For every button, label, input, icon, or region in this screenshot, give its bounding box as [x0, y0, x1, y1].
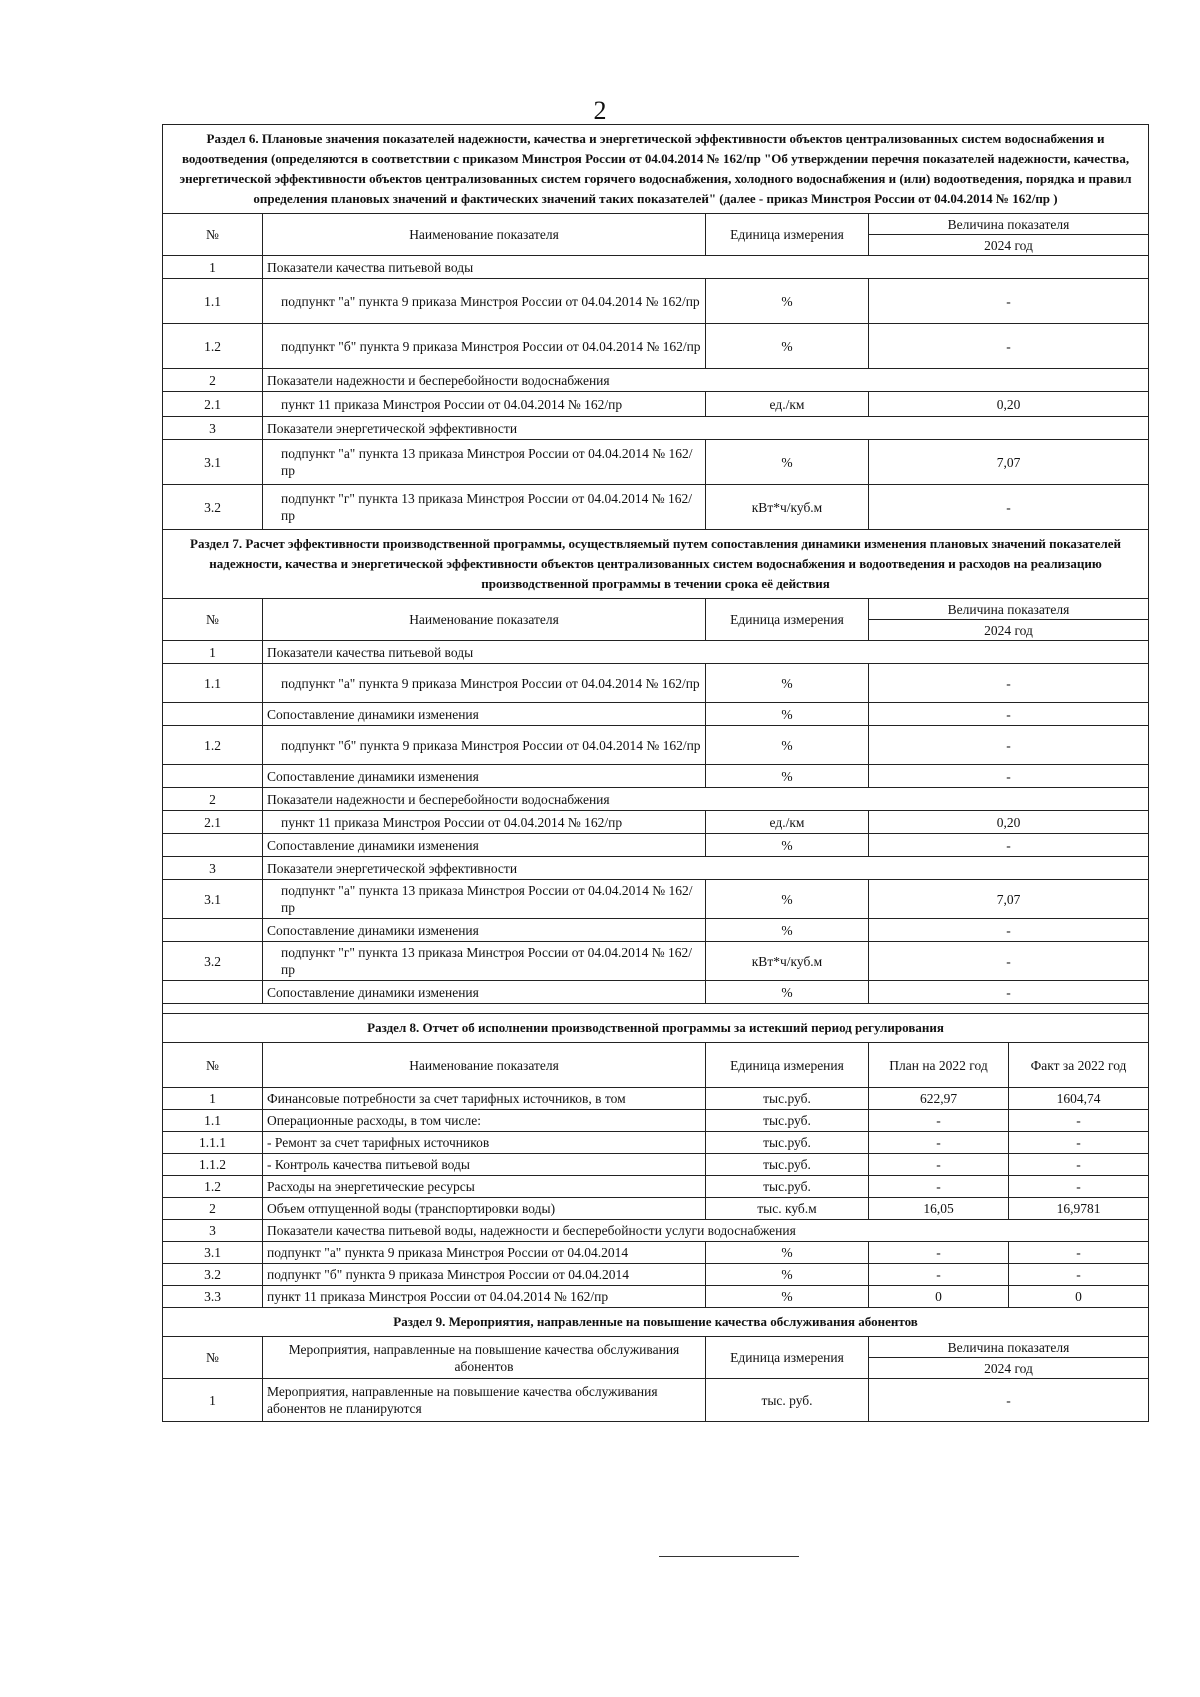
- table-row: [163, 880, 1149, 919]
- table-row: [163, 440, 1149, 485]
- row-number: 1.1: [163, 1110, 263, 1132]
- indicator-name: Сопоставление динамики изменения: [263, 834, 706, 857]
- indicator-name: Расходы на энергетические ресурсы: [263, 1176, 706, 1198]
- table-row: [163, 1220, 1149, 1242]
- col-value-header: Величина показателя: [869, 1337, 1149, 1358]
- col-year-header: 2024 год: [869, 235, 1149, 256]
- table-row: [163, 942, 1149, 981]
- unit-cell: тыс.руб.: [706, 1132, 869, 1154]
- row-number: 3.1: [163, 1242, 263, 1264]
- table-header-row: [163, 1043, 1149, 1088]
- section-heading: Раздел 6. Плановые значения показателей надежности, качества и энергетической эффективности объектов централизованных систем водоснабжения и водоотведения (определяются в соответствии с приказом Минстроя России от 04.04.2014 № 162/пр "Об утверждении перечня показателей надежности, качества, энергетической эффективности объектов централизованных систем горячего водоснабжения, холодного водоснабжения и (или) водоотведения, порядка и правил определения плановых значений и фактических значений таких показателей" (далее - приказ Минстроя России от 04.04.2014 № 162/пр ): [163, 125, 1149, 214]
- indicator-name: пункт 11 приказа Минстроя России от 04.04.2014 № 162/пр: [263, 392, 706, 417]
- indicator-name: Сопоставление динамики изменения: [263, 919, 706, 942]
- table-row: [163, 485, 1149, 530]
- table-row: [163, 256, 1149, 279]
- indicator-name: Сопоставление динамики изменения: [263, 981, 706, 1004]
- value-cell: -: [869, 726, 1149, 765]
- unit-cell: %: [706, 981, 869, 1004]
- unit-cell: %: [706, 440, 869, 485]
- table-header-row: [163, 214, 1149, 235]
- table-row: [163, 788, 1149, 811]
- plan-value: -: [869, 1154, 1009, 1176]
- unit-cell: кВт*ч/куб.м: [706, 942, 869, 981]
- value-cell: -: [869, 942, 1149, 981]
- unit-cell: %: [706, 1242, 869, 1264]
- row-number: 1.1: [163, 664, 263, 703]
- col-unit-header: Единица измерения: [706, 1337, 869, 1379]
- page-number: 2: [593, 96, 607, 125]
- row-number: 1.1.1: [163, 1132, 263, 1154]
- unit-cell: %: [706, 726, 869, 765]
- table-row: [163, 392, 1149, 417]
- col-no-header: №: [163, 599, 263, 641]
- table-row: [163, 641, 1149, 664]
- plan-value: -: [869, 1176, 1009, 1198]
- section-heading: Раздел 9. Мероприятия, направленные на повышение качества обслуживания абонентов: [163, 1308, 1149, 1337]
- value-cell: 0,20: [869, 392, 1149, 417]
- unit-cell: тыс.руб.: [706, 1154, 869, 1176]
- indicator-name: подпункт "б" пункта 9 приказа Минстроя России от 04.04.2014 № 162/пр: [263, 324, 706, 369]
- col-no-header: №: [163, 214, 263, 256]
- indicator-name: - Ремонт за счет тарифных источников: [263, 1132, 706, 1154]
- spacer-cell: [163, 1004, 1149, 1014]
- fact-value: -: [1009, 1154, 1149, 1176]
- value-cell: -: [869, 981, 1149, 1004]
- table-header-row: [163, 599, 1149, 620]
- unit-cell: %: [706, 765, 869, 788]
- section-heading: Раздел 8. Отчет об исполнении производственной программы за истекший период регулирования: [163, 1014, 1149, 1043]
- value-cell: -: [869, 834, 1149, 857]
- section-heading-row: [163, 530, 1149, 599]
- unit-cell: %: [706, 279, 869, 324]
- indicator-name: подпункт "б" пункта 9 приказа Минстроя России от 04.04.2014: [263, 1264, 706, 1286]
- row-number: 1: [163, 1379, 263, 1422]
- row-number: 3.2: [163, 942, 263, 981]
- table-row: [163, 857, 1149, 880]
- unit-cell: %: [706, 919, 869, 942]
- unit-cell: тыс.руб.: [706, 1176, 869, 1198]
- row-number: 2.1: [163, 392, 263, 417]
- row-number: 3: [163, 857, 263, 880]
- group-title: Показатели энергетической эффективности: [263, 857, 1149, 880]
- row-number: 3.2: [163, 485, 263, 530]
- unit-cell: ед./км: [706, 811, 869, 834]
- unit-cell: тыс. куб.м: [706, 1198, 869, 1220]
- row-number: 3.3: [163, 1286, 263, 1308]
- row-number: 2.1: [163, 811, 263, 834]
- indicator-name: Объем отпущенной воды (транспортировки воды): [263, 1198, 706, 1220]
- table-row: [163, 1264, 1149, 1286]
- unit-cell: %: [706, 880, 869, 919]
- col-no-header: №: [163, 1337, 263, 1379]
- col-name-header: Наименование показателя: [263, 599, 706, 641]
- row-number: 1.1.2: [163, 1154, 263, 1176]
- indicator-name: Сопоставление динамики изменения: [263, 703, 706, 726]
- table-row: [163, 324, 1149, 369]
- value-cell: -: [869, 1379, 1149, 1422]
- row-number: 2: [163, 369, 263, 392]
- value-cell: -: [869, 765, 1149, 788]
- row-number: 3.2: [163, 1264, 263, 1286]
- plan-value: -: [869, 1132, 1009, 1154]
- table-row: [163, 1242, 1149, 1264]
- row-number: [163, 765, 263, 788]
- row-number: [163, 919, 263, 942]
- plan-value: 0: [869, 1286, 1009, 1308]
- row-number: 2: [163, 1198, 263, 1220]
- indicator-name: пункт 11 приказа Минстроя России от 04.04.2014 № 162/пр: [263, 1286, 706, 1308]
- indicator-name: подпункт "г" пункта 13 приказа Минстроя России от 04.04.2014 № 162/пр: [263, 942, 706, 981]
- table-row: [163, 369, 1149, 392]
- section-heading-row: [163, 125, 1149, 214]
- section-heading-row: [163, 1308, 1149, 1337]
- unit-cell: кВт*ч/куб.м: [706, 485, 869, 530]
- table-row: [163, 417, 1149, 440]
- table-row: [163, 834, 1149, 857]
- col-plan-header: План на 2022 год: [869, 1043, 1009, 1088]
- row-number: 3: [163, 417, 263, 440]
- row-number: 1.2: [163, 726, 263, 765]
- indicator-name: подпункт "а" пункта 13 приказа Минстроя России от 04.04.2014 № 162/пр: [263, 440, 706, 485]
- row-number: [163, 703, 263, 726]
- col-year-header: 2024 год: [869, 620, 1149, 641]
- table-row: [163, 1176, 1149, 1198]
- indicator-name: Сопоставление динамики изменения: [263, 765, 706, 788]
- closing-line: [659, 1556, 799, 1557]
- col-value-header: Величина показателя: [869, 599, 1149, 620]
- group-title: Показатели качества питьевой воды: [263, 641, 1149, 664]
- fact-value: -: [1009, 1264, 1149, 1286]
- section-heading: Раздел 7. Расчет эффективности производственной программы, осуществляемый путем сопоставления динамики изменения плановых значений показателей надежности, качества и энергетической эффективности объектов централизованных систем водоснабжения и водоотведения и расходов на реализацию производственной программы в течении срока её действия: [163, 530, 1149, 599]
- value-cell: -: [869, 664, 1149, 703]
- indicator-name: подпункт "б" пункта 9 приказа Минстроя России от 04.04.2014 № 162/пр: [263, 726, 706, 765]
- fact-value: -: [1009, 1132, 1149, 1154]
- document-body: [162, 124, 1148, 1422]
- value-cell: -: [869, 485, 1149, 530]
- unit-cell: %: [706, 1264, 869, 1286]
- row-number: 3.1: [163, 880, 263, 919]
- row-number: [163, 834, 263, 857]
- indicator-name: подпункт "а" пункта 9 приказа Минстроя России от 04.04.2014 № 162/пр: [263, 279, 706, 324]
- unit-cell: тыс.руб.: [706, 1110, 869, 1132]
- row-number: [163, 981, 263, 1004]
- group-title: Показатели энергетической эффективности: [263, 417, 1149, 440]
- col-unit-header: Единица измерения: [706, 1043, 869, 1088]
- table-row: [163, 1154, 1149, 1176]
- fact-value: 1604,74: [1009, 1088, 1149, 1110]
- row-number: 1.2: [163, 324, 263, 369]
- spacer-row: [163, 1004, 1149, 1014]
- col-year-header: 2024 год: [869, 1358, 1149, 1379]
- table-header-row: [163, 1337, 1149, 1358]
- plan-value: -: [869, 1242, 1009, 1264]
- group-title: Показатели надежности и бесперебойности водоснабжения: [263, 369, 1149, 392]
- row-number: 3.1: [163, 440, 263, 485]
- row-number: 2: [163, 788, 263, 811]
- indicator-name: пункт 11 приказа Минстроя России от 04.04.2014 № 162/пр: [263, 811, 706, 834]
- group-title: Показатели качества питьевой воды, надежности и бесперебойности услуги водоснабжения: [263, 1220, 1149, 1242]
- group-title: Показатели качества питьевой воды: [263, 256, 1149, 279]
- table-row: [163, 1110, 1149, 1132]
- unit-cell: %: [706, 1286, 869, 1308]
- unit-cell: тыс. руб.: [706, 1379, 869, 1422]
- value-cell: 7,07: [869, 440, 1149, 485]
- indicator-name: подпункт "а" пункта 13 приказа Минстроя России от 04.04.2014 № 162/пр: [263, 880, 706, 919]
- value-cell: -: [869, 919, 1149, 942]
- plan-value: 622,97: [869, 1088, 1009, 1110]
- table-row: [163, 279, 1149, 324]
- indicator-name: Финансовые потребности за счет тарифных источников, в том: [263, 1088, 706, 1110]
- col-value-header: Величина показателя: [869, 214, 1149, 235]
- unit-cell: ед./км: [706, 392, 869, 417]
- table-row: [163, 1379, 1149, 1422]
- col-name-header: Наименование показателя: [263, 1043, 706, 1088]
- indicator-name: подпункт "г" пункта 13 приказа Минстроя России от 04.04.2014 № 162/пр: [263, 485, 706, 530]
- section-heading-row: [163, 1014, 1149, 1043]
- table-row: [163, 1132, 1149, 1154]
- unit-cell: тыс.руб.: [706, 1088, 869, 1110]
- value-cell: 0,20: [869, 811, 1149, 834]
- value-cell: 7,07: [869, 880, 1149, 919]
- row-number: 3: [163, 1220, 263, 1242]
- plan-value: -: [869, 1264, 1009, 1286]
- indicator-name: подпункт "а" пункта 9 приказа Минстроя России от 04.04.2014: [263, 1242, 706, 1264]
- row-number: 1: [163, 256, 263, 279]
- table-row: [163, 1198, 1149, 1220]
- report-table: [162, 124, 1149, 1422]
- indicator-name: Операционные расходы, в том числе:: [263, 1110, 706, 1132]
- col-name-header: Наименование показателя: [263, 214, 706, 256]
- fact-value: -: [1009, 1176, 1149, 1198]
- fact-value: -: [1009, 1110, 1149, 1132]
- plan-value: 16,05: [869, 1198, 1009, 1220]
- table-row: [163, 765, 1149, 788]
- col-unit-header: Единица измерения: [706, 214, 869, 256]
- table-row: [163, 919, 1149, 942]
- col-no-header: №: [163, 1043, 263, 1088]
- col-fact-header: Факт за 2022 год: [1009, 1043, 1149, 1088]
- table-row: [163, 726, 1149, 765]
- row-number: 1.1: [163, 279, 263, 324]
- table-row: [163, 811, 1149, 834]
- col-name-header: Мероприятия, направленные на повышение качества обслуживания абонентов: [263, 1337, 706, 1379]
- row-number: 1.2: [163, 1176, 263, 1198]
- col-unit-header: Единица измерения: [706, 599, 869, 641]
- unit-cell: %: [706, 703, 869, 726]
- table-row: [163, 703, 1149, 726]
- table-row: [163, 1286, 1149, 1308]
- fact-value: 0: [1009, 1286, 1149, 1308]
- value-cell: -: [869, 703, 1149, 726]
- indicator-name: подпункт "а" пункта 9 приказа Минстроя России от 04.04.2014 № 162/пр: [263, 664, 706, 703]
- fact-value: 16,9781: [1009, 1198, 1149, 1220]
- unit-cell: %: [706, 324, 869, 369]
- row-number: 1: [163, 1088, 263, 1110]
- table-row: [163, 981, 1149, 1004]
- indicator-name: - Контроль качества питьевой воды: [263, 1154, 706, 1176]
- row-number: 1: [163, 641, 263, 664]
- activity-name: Мероприятия, направленные на повышение качества обслуживания абонентов не планируются: [263, 1379, 706, 1422]
- table-row: [163, 1088, 1149, 1110]
- value-cell: -: [869, 324, 1149, 369]
- unit-cell: %: [706, 834, 869, 857]
- value-cell: -: [869, 279, 1149, 324]
- group-title: Показатели надежности и бесперебойности водоснабжения: [263, 788, 1149, 811]
- unit-cell: %: [706, 664, 869, 703]
- table-row: [163, 664, 1149, 703]
- plan-value: -: [869, 1110, 1009, 1132]
- fact-value: -: [1009, 1242, 1149, 1264]
